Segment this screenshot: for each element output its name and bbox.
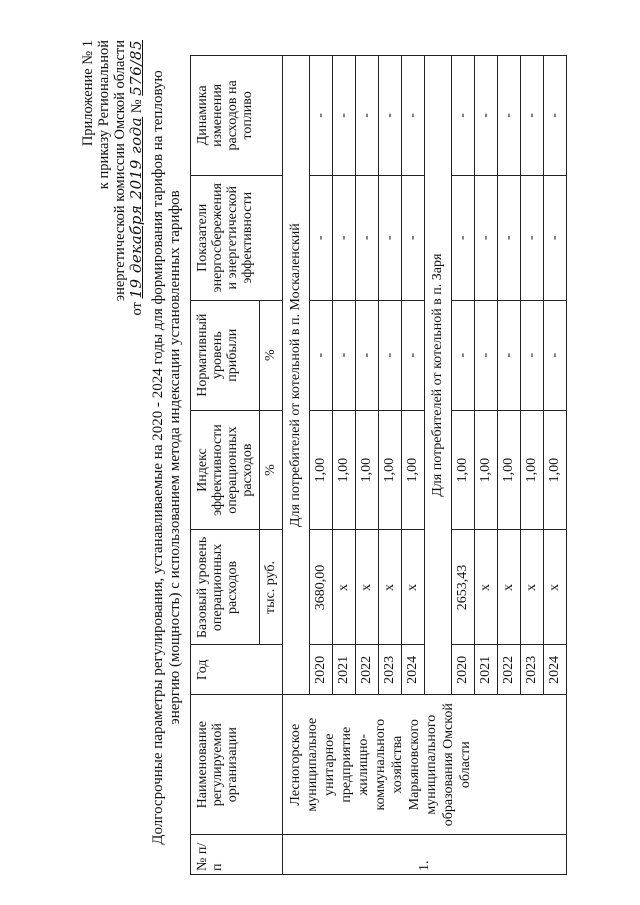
appendix-header [80,40,145,380]
col-header-base: Базовый уровень операционных расходов [191,530,260,645]
index-cell: 1,00 [379,410,402,530]
unit-profit: % [260,300,283,410]
year-cell: 2023 [521,645,544,695]
profit-cell: - [402,300,425,410]
profit-cell: - [452,300,475,410]
fuel-cell: - [521,56,544,176]
order-date-line [128,40,145,380]
row-number: 1. [417,860,432,871]
col-header-org: Наименование регулируемой организации [191,695,283,835]
energy-cell: - [521,175,544,300]
profit-cell: - [310,300,333,410]
col-header-index: Индекс эффективности операционных расходов [191,410,260,530]
organization-name: Лесногорское муниципальное унитарное предприятие жилищно-коммунального хозяйства Марьяновского муниципального образования Омской области [283,695,567,835]
fuel-cell: - [379,56,402,176]
col-header-year: Год [191,645,283,695]
title-line: Долгосрочные параметры регулирования, устанавливаемые на 2020 - 2024 годы для формирования тарифов на тепловую [150,70,166,845]
fuel-cell: - [310,56,333,176]
header-line: к приказу Региональной [96,40,112,190]
energy-cell: - [475,175,498,300]
energy-cell: - [310,175,333,300]
fuel-cell: - [402,56,425,176]
profit-cell: - [475,300,498,410]
year-cell: 2022 [498,645,521,695]
base-cell: х [333,530,356,645]
index-cell: 1,00 [544,410,567,530]
handwritten-date: 19 декабря 2019 года [127,116,145,299]
energy-cell: - [544,175,567,300]
index-cell: 1,00 [475,410,498,530]
year-cell: 2024 [544,645,567,695]
base-cell: х [498,530,521,645]
parameters-table [190,55,567,875]
number-prefix: № [129,99,145,114]
base-cell: х [544,530,567,645]
profit-cell: - [544,300,567,410]
unit-index: % [260,410,283,530]
index-cell: 1,00 [521,410,544,530]
fuel-cell: - [452,56,475,176]
col-header-num: № п/п [191,835,283,875]
profit-cell: - [498,300,521,410]
header-line: энергетической комиссии Омской области [112,40,128,302]
year-cell: 2021 [475,645,498,695]
fuel-cell: - [333,56,356,176]
table-header-row [191,56,260,875]
header-line: Приложение № 1 [80,40,96,147]
index-cell: 1,00 [310,410,333,530]
section-row [283,56,310,875]
profit-cell: - [356,300,379,410]
year-cell: 2020 [452,645,475,695]
energy-cell: - [498,175,521,300]
profit-cell: - [333,300,356,410]
row-number-cell [283,835,567,875]
energy-cell: - [452,175,475,300]
year-cell: 2021 [333,645,356,695]
index-cell: 1,00 [452,410,475,530]
index-cell: 1,00 [498,410,521,530]
base-cell: 3680,00 [310,530,333,645]
profit-cell: - [521,300,544,410]
handwritten-number: 576/85 [127,40,145,96]
base-cell: х [402,530,425,645]
section-title: Для потребителей от котельной в п. Заря [425,56,452,695]
energy-cell: - [356,175,379,300]
energy-cell: - [333,175,356,300]
base-cell: х [475,530,498,645]
col-header-fuel: Динамика изменения расходов на топливо [191,56,283,176]
year-cell: 2020 [310,645,333,695]
energy-cell: - [402,175,425,300]
year-cell: 2022 [356,645,379,695]
fuel-cell: - [498,56,521,176]
fuel-cell: - [475,56,498,176]
col-header-energy: Показатели энергосбережения и энергетической эффективности [191,175,283,300]
col-header-profit: Нормативный уровень прибыли [191,300,260,410]
fuel-cell: - [544,56,567,176]
section-title: Для потребителей от котельной в п. Москаленский [283,56,310,695]
unit-base: тыс. руб. [260,530,283,645]
index-cell: 1,00 [402,410,425,530]
profit-cell: - [379,300,402,410]
document-title [150,40,184,875]
title-line: энергию (мощность) с использованием метода индексации установленных тарифов [167,190,183,725]
year-cell: 2024 [402,645,425,695]
fuel-cell: - [356,56,379,176]
base-cell: х [379,530,402,645]
base-cell: х [356,530,379,645]
year-cell: 2023 [379,645,402,695]
base-cell: 2653,43 [452,530,475,645]
index-cell: 1,00 [356,410,379,530]
energy-cell: - [379,175,402,300]
base-cell: х [521,530,544,645]
date-prefix: от [129,302,145,316]
index-cell: 1,00 [333,410,356,530]
